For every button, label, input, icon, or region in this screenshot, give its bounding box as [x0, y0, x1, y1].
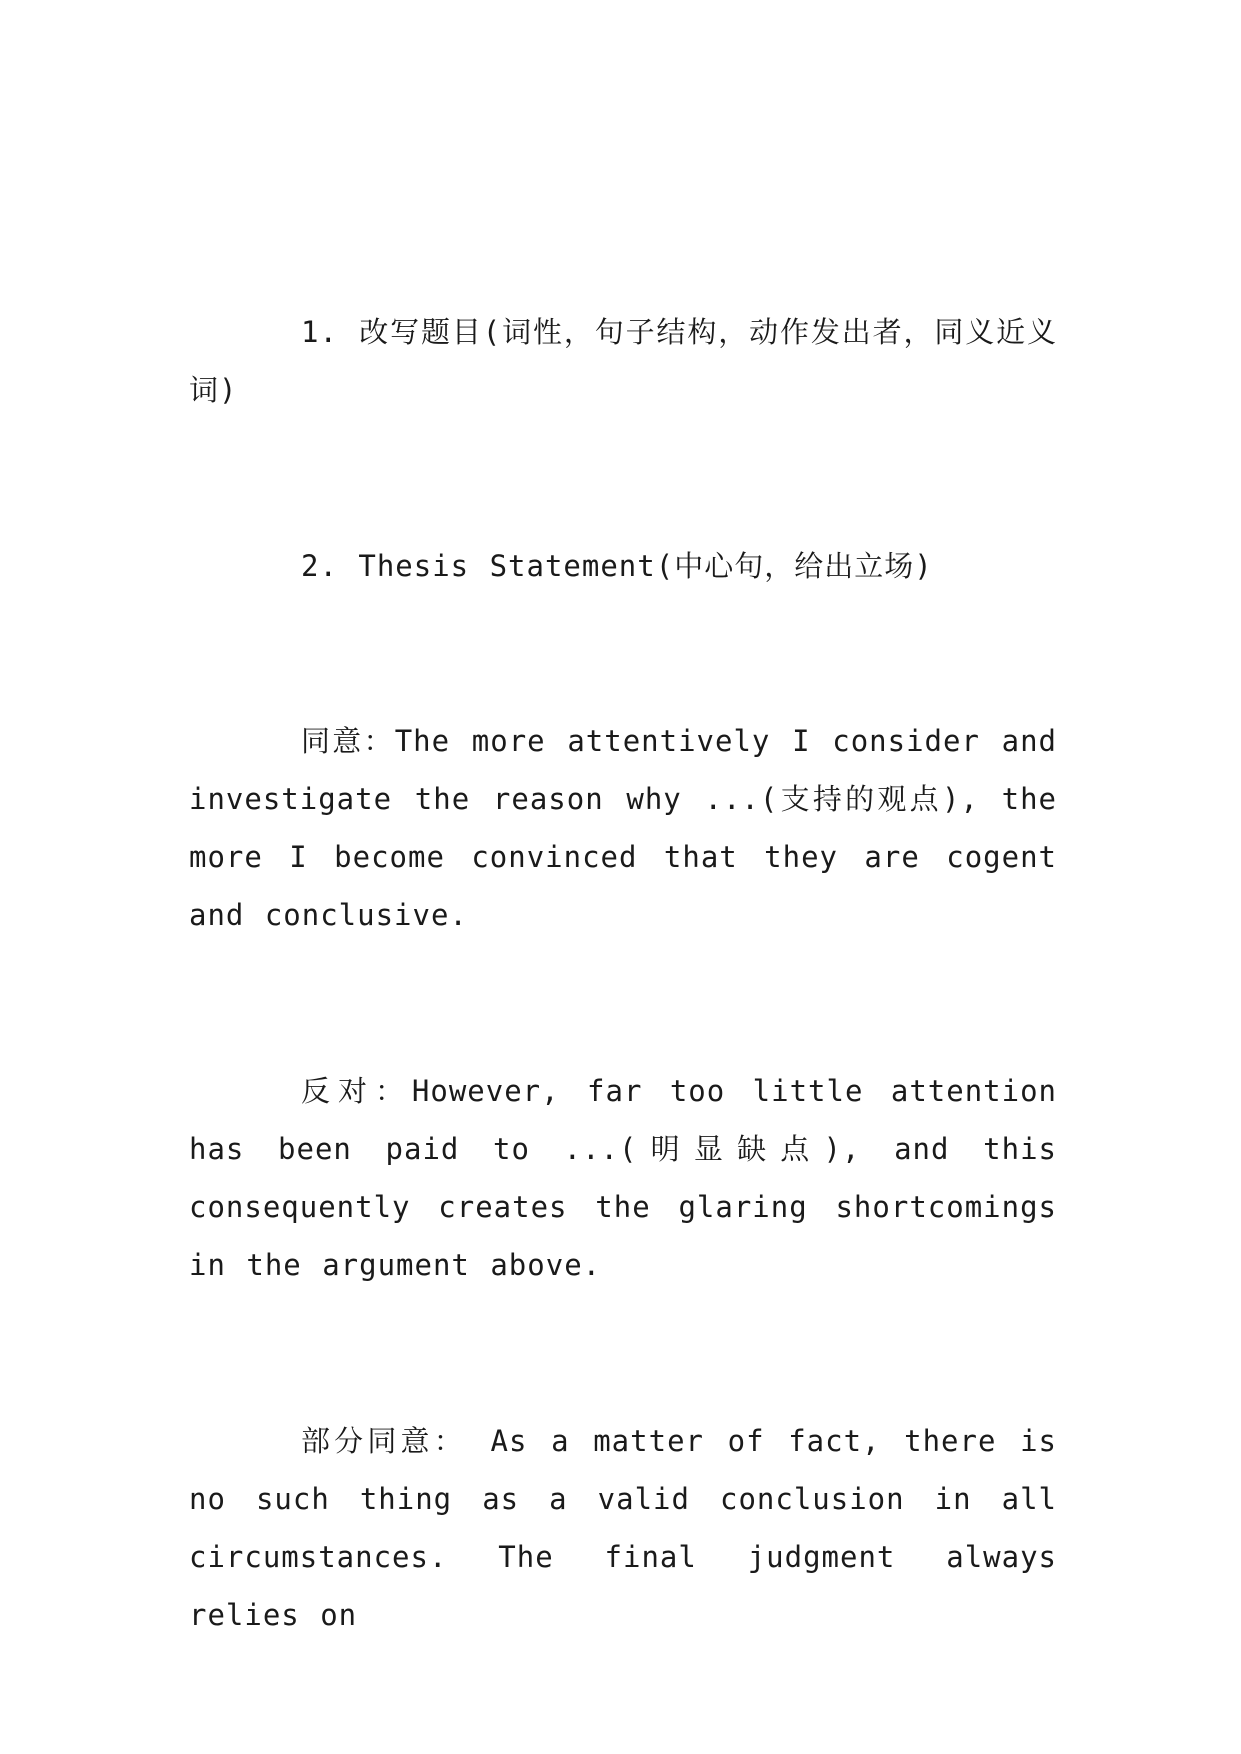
- paragraph-agree: 同意：The more attentively I consider and investigate the reason why ...(支持的观点), the more I become convinced that they are cogent and conclusive.: [189, 724, 1057, 932]
- paragraph-thesis-statement: 2. Thesis Statement(中心句，给出立场): [301, 549, 933, 583]
- paragraph-disagree: 反对：However, far too little attention has been paid to ...(明显缺点), and this consequently creates the glaring shortcomings in the argument above.: [189, 1074, 1057, 1282]
- paragraph-rewrite-prompt: 1. 改写题目(词性，句子结构，动作发出者，同义近义词): [189, 315, 1057, 407]
- paragraph-partially-agree: 部分同意： As a matter of fact, there is no such thing as a valid conclusion in all circumstances. The final judgment always relies on: [189, 1424, 1057, 1632]
